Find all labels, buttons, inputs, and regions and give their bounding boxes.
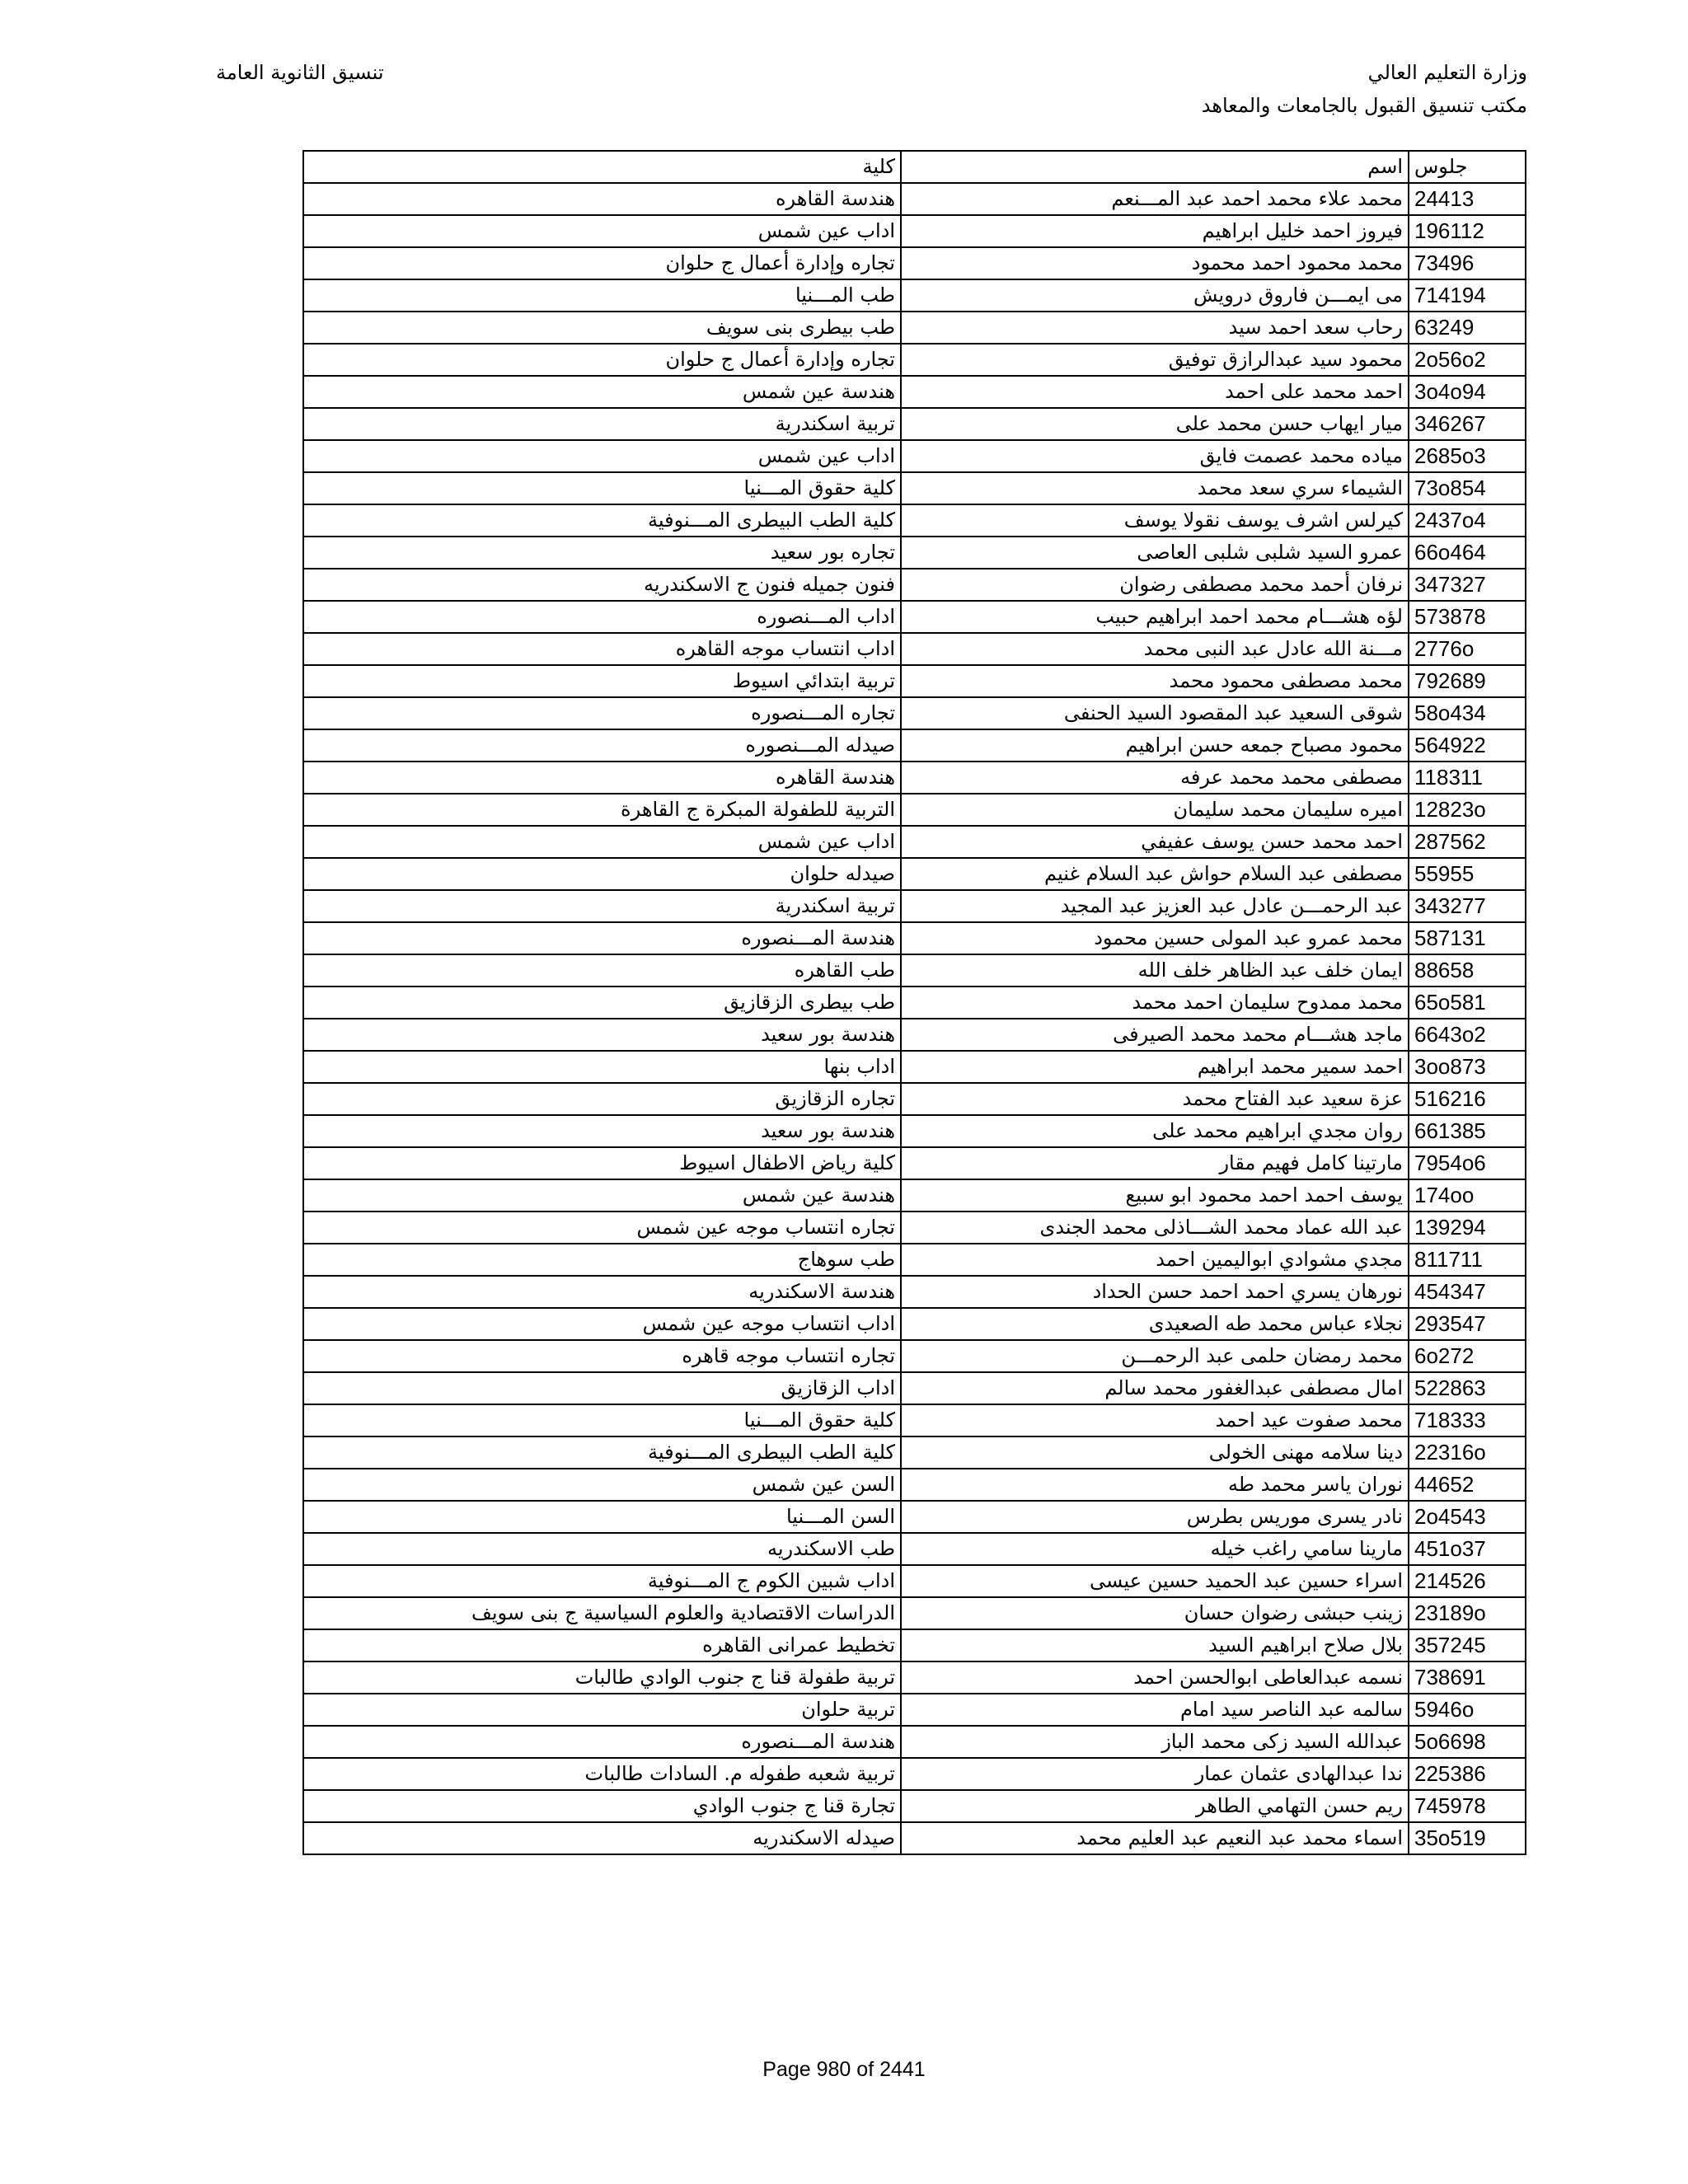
seat-cell: 139294: [1409, 1212, 1526, 1244]
name-cell: سالمه عبد الناصر سيد امام: [901, 1694, 1409, 1726]
name-cell: احمد محمد حسن يوسف عفيفي: [901, 826, 1409, 858]
table-row: [303, 1694, 1526, 1726]
name-cell: فيروز احمد خليل ابراهيم: [901, 215, 1409, 247]
faculty-cell: تجاره انتساب موجه قاهره: [303, 1340, 901, 1372]
name-cell: مصطفى محمد محمد عرفه: [901, 762, 1409, 794]
faculty-cell: اداب شبين الكوم ج المـــنوفية: [303, 1565, 901, 1597]
faculty-cell: السن عين شمس: [303, 1469, 901, 1501]
table-row: [303, 601, 1526, 633]
faculty-cell: تجاره بور سعيد: [303, 537, 901, 569]
faculty-cell: صيدله المـــنصوره: [303, 729, 901, 762]
faculty-cell: كلية حقوق المـــنيا: [303, 472, 901, 504]
seat-cell: 6643o2: [1409, 1019, 1526, 1051]
name-cell: نادر يسرى موريس بطرس: [901, 1501, 1409, 1533]
table-row: [303, 1436, 1526, 1469]
name-cell: ميار ايهاب حسن محمد على: [901, 408, 1409, 440]
name-cell: زينب حبشى رضوان حسان: [901, 1597, 1409, 1629]
seat-cell: 118311: [1409, 762, 1526, 794]
faculty-cell: تربية طفولة قنا ج جنوب الوادي طالبات: [303, 1661, 901, 1694]
faculty-cell: كلية الطب البيطرى المـــنوفية: [303, 1436, 901, 1469]
table-row: [303, 858, 1526, 890]
table-row: [303, 215, 1526, 247]
seat-cell: 3o4o94: [1409, 376, 1526, 408]
name-cell: محمد محمود احمد محمود: [901, 247, 1409, 279]
faculty-cell: طب القاهره: [303, 954, 901, 987]
name-cell: مارتينا كامل فهيم مقار: [901, 1147, 1409, 1179]
seat-cell: 7954o6: [1409, 1147, 1526, 1179]
faculty-cell: اداب الزقازيق: [303, 1372, 901, 1404]
table-row: [303, 665, 1526, 697]
name-cell: اسراء حسين عبد الحميد حسين عيسى: [901, 1565, 1409, 1597]
seat-cell: 714194: [1409, 279, 1526, 312]
seat-cell: 573878: [1409, 601, 1526, 633]
table-row: [303, 633, 1526, 665]
table-row: [303, 1404, 1526, 1436]
faculty-cell: اداب عين شمس: [303, 440, 901, 472]
name-cell: نرفان أحمد محمد مصطفى رضوان: [901, 569, 1409, 601]
faculty-cell: طب سوهاج: [303, 1244, 901, 1276]
seat-cell: 5o6698: [1409, 1726, 1526, 1758]
name-cell: نسمه عبدالعاطى ابوالحسن احمد: [901, 1661, 1409, 1694]
faculty-cell: طب بيطرى بنى سويف: [303, 312, 901, 344]
table-row: [303, 1565, 1526, 1597]
seat-cell: 12823o: [1409, 794, 1526, 826]
name-cell: روان مجدي ابراهيم محمد على: [901, 1115, 1409, 1147]
name-cell: مجدي مشوادي ابواليمين احمد: [901, 1244, 1409, 1276]
name-cell: يوسف احمد احمد محمود ابو سبيع: [901, 1179, 1409, 1212]
seat-cell: 718333: [1409, 1404, 1526, 1436]
table-row: [303, 794, 1526, 826]
name-cell: كيرلس اشرف يوسف نقولا يوسف: [901, 504, 1409, 537]
table-row: [303, 762, 1526, 794]
faculty-cell: تجاره وإدارة أعمال ج حلوان: [303, 344, 901, 376]
faculty-cell: تجاره الزقازيق: [303, 1083, 901, 1115]
faculty-cell: كلية الطب البيطرى المـــنوفية: [303, 504, 901, 537]
seat-cell: 2776o: [1409, 633, 1526, 665]
name-cell: نجلاء عباس محمد طه الصعيدى: [901, 1308, 1409, 1340]
seat-cell: 792689: [1409, 665, 1526, 697]
name-cell: عمرو السيد شلبى شلبى العاصى: [901, 537, 1409, 569]
table-row: [303, 1308, 1526, 1340]
seat-cell: 357245: [1409, 1629, 1526, 1661]
table-row: [303, 1597, 1526, 1629]
name-cell: رحاب سعد احمد سيد: [901, 312, 1409, 344]
column-header-seat: جلوس: [1409, 151, 1526, 183]
table-row: [303, 1533, 1526, 1565]
seat-cell: 522863: [1409, 1372, 1526, 1404]
name-cell: احمد محمد على احمد: [901, 376, 1409, 408]
faculty-cell: تربية اسكندرية: [303, 890, 901, 922]
ministry-title: وزارة التعليم العالي: [1367, 61, 1527, 84]
faculty-cell: طب المـــنيا: [303, 279, 901, 312]
table-row: [303, 472, 1526, 504]
name-cell: الشيماء سري سعد محمد: [901, 472, 1409, 504]
seat-cell: 44652: [1409, 1469, 1526, 1501]
name-cell: مصطفى عبد السلام حواش عبد السلام غنيم: [901, 858, 1409, 890]
faculty-cell: هندسة بور سعيد: [303, 1115, 901, 1147]
seat-cell: 2685o3: [1409, 440, 1526, 472]
table-row: [303, 1340, 1526, 1372]
name-cell: اميره سليمان محمد سليمان: [901, 794, 1409, 826]
seat-cell: 73o854: [1409, 472, 1526, 504]
name-cell: ماجد هشـــام محمد محمد الصيرفى: [901, 1019, 1409, 1051]
name-cell: ندا عبدالهادى عثمان عمار: [901, 1758, 1409, 1790]
faculty-cell: اداب انتساب موجه عين شمس: [303, 1308, 901, 1340]
name-cell: مـــنة الله عادل عبد النبى محمد: [901, 633, 1409, 665]
table-row: [303, 987, 1526, 1019]
name-cell: لؤه هشـــام محمد احمد ابراهيم حبيب: [901, 601, 1409, 633]
faculty-cell: السن المـــنيا: [303, 1501, 901, 1533]
seat-cell: 66o464: [1409, 537, 1526, 569]
seat-cell: 745978: [1409, 1790, 1526, 1822]
faculty-cell: اداب المـــنصوره: [303, 601, 901, 633]
name-cell: بلال صلاح ابراهيم السيد: [901, 1629, 1409, 1661]
table-row: [303, 1726, 1526, 1758]
table-row: [303, 1212, 1526, 1244]
seat-cell: 516216: [1409, 1083, 1526, 1115]
name-cell: نورهان يسري احمد احمد حسن الحداد: [901, 1276, 1409, 1308]
column-header-faculty: كلية: [303, 151, 901, 183]
name-cell: اسماء محمد عبد النعيم عبد العليم محمد: [901, 1822, 1409, 1854]
faculty-cell: تجاره المـــنصوره: [303, 697, 901, 729]
page-number: Page 980 of 2441: [762, 2058, 926, 2081]
name-cell: احمد سمير محمد ابراهيم: [901, 1051, 1409, 1083]
faculty-cell: طب بيطرى الزقازيق: [303, 987, 901, 1019]
table-row: [303, 1083, 1526, 1115]
table-row: [303, 1244, 1526, 1276]
table-row: [303, 1758, 1526, 1790]
seat-cell: 73496: [1409, 247, 1526, 279]
seat-cell: 287562: [1409, 826, 1526, 858]
name-cell: محمد ممدوح سليمان احمد محمد: [901, 987, 1409, 1019]
seat-cell: 225386: [1409, 1758, 1526, 1790]
results-table: [302, 150, 1526, 1855]
faculty-cell: تجاره انتساب موجه عين شمس: [303, 1212, 901, 1244]
seat-cell: 2o4543: [1409, 1501, 1526, 1533]
faculty-cell: تربية ابتدائي اسيوط: [303, 665, 901, 697]
faculty-cell: صيدله الاسكندريه: [303, 1822, 901, 1854]
table-row: [303, 1372, 1526, 1404]
table-row: [303, 344, 1526, 376]
table-row: [303, 697, 1526, 729]
faculty-cell: هندسة المـــنصوره: [303, 922, 901, 954]
name-cell: عزة سعيد عبد الفتاح محمد: [901, 1083, 1409, 1115]
name-cell: محمد صفوت عيد احمد: [901, 1404, 1409, 1436]
faculty-cell: تخطيط عمرانى القاهره: [303, 1629, 901, 1661]
seat-cell: 63249: [1409, 312, 1526, 344]
table-row: [303, 1115, 1526, 1147]
name-cell: محمد مصطفى محمود محمد: [901, 665, 1409, 697]
seat-cell: 451o37: [1409, 1533, 1526, 1565]
faculty-cell: هندسة الاسكندريه: [303, 1276, 901, 1308]
seat-cell: 811711: [1409, 1244, 1526, 1276]
table-row: [303, 729, 1526, 762]
faculty-cell: تربية حلوان: [303, 1694, 901, 1726]
name-cell: محمود مصباح جمعه حسن ابراهيم: [901, 729, 1409, 762]
seat-cell: 196112: [1409, 215, 1526, 247]
name-cell: عبدالله السيد زكى محمد الباز: [901, 1726, 1409, 1758]
coordination-title: تنسيق الثانوية العامة: [216, 61, 384, 84]
name-cell: محمد عمرو عبد المولى حسين محمود: [901, 922, 1409, 954]
table-row: [303, 376, 1526, 408]
name-cell: عبد الرحمـــن عادل عبد العزيز عبد المجيد: [901, 890, 1409, 922]
name-cell: شوقى السعيد عبد المقصود السيد الحنفى: [901, 697, 1409, 729]
table-row: [303, 1276, 1526, 1308]
seat-cell: 347327: [1409, 569, 1526, 601]
table-row: [303, 826, 1526, 858]
name-cell: امال مصطفى عبدالغفور محمد سالم: [901, 1372, 1409, 1404]
seat-cell: 65o581: [1409, 987, 1526, 1019]
name-cell: مياده محمد عصمت فايق: [901, 440, 1409, 472]
table-row: [303, 1179, 1526, 1212]
table-row: [303, 1147, 1526, 1179]
table-row: [303, 1469, 1526, 1501]
table-row: [303, 922, 1526, 954]
seat-cell: 174oo: [1409, 1179, 1526, 1212]
table-row: [303, 279, 1526, 312]
table-row: [303, 1661, 1526, 1694]
faculty-cell: هندسة عين شمس: [303, 376, 901, 408]
seat-cell: 346267: [1409, 408, 1526, 440]
seat-cell: 343277: [1409, 890, 1526, 922]
faculty-cell: هندسة المـــنصوره: [303, 1726, 901, 1758]
name-cell: عبد الله عماد محمد الشـــاذلى محمد الجندى: [901, 1212, 1409, 1244]
table-row: [303, 569, 1526, 601]
name-cell: مى ايمـــن فاروق درويش: [901, 279, 1409, 312]
faculty-cell: كلية حقوق المـــنيا: [303, 1404, 901, 1436]
table-row: [303, 247, 1526, 279]
seat-cell: 35o519: [1409, 1822, 1526, 1854]
table-row: [303, 1629, 1526, 1661]
faculty-cell: هندسة القاهره: [303, 183, 901, 215]
faculty-cell: اداب عين شمس: [303, 215, 901, 247]
seat-cell: 6o272: [1409, 1340, 1526, 1372]
faculty-cell: هندسة عين شمس: [303, 1179, 901, 1212]
seat-cell: 5946o: [1409, 1694, 1526, 1726]
table-row: [303, 504, 1526, 537]
table-row: [303, 312, 1526, 344]
name-cell: محمد علاء محمد احمد عبد المـــنعم: [901, 183, 1409, 215]
faculty-cell: تربية اسكندرية: [303, 408, 901, 440]
faculty-cell: تجاره وإدارة أعمال ج حلوان: [303, 247, 901, 279]
seat-cell: 587131: [1409, 922, 1526, 954]
seat-cell: 454347: [1409, 1276, 1526, 1308]
table-row: [303, 183, 1526, 215]
seat-cell: 661385: [1409, 1115, 1526, 1147]
faculty-cell: الدراسات الاقتصادية والعلوم السياسية ج بنى سويف: [303, 1597, 901, 1629]
table-row: [303, 1501, 1526, 1533]
faculty-cell: هندسة بور سعيد: [303, 1019, 901, 1051]
table-row: [303, 1822, 1526, 1854]
faculty-cell: هندسة القاهره: [303, 762, 901, 794]
seat-cell: 22316o: [1409, 1436, 1526, 1469]
seat-cell: 3oo873: [1409, 1051, 1526, 1083]
faculty-cell: اداب عين شمس: [303, 826, 901, 858]
table-header-row: [303, 151, 1526, 183]
seat-cell: 55955: [1409, 858, 1526, 890]
column-header-name: اسم: [901, 151, 1409, 183]
faculty-cell: اداب انتساب موجه القاهره: [303, 633, 901, 665]
table-row: [303, 954, 1526, 987]
faculty-cell: صيدله حلوان: [303, 858, 901, 890]
seat-cell: 293547: [1409, 1308, 1526, 1340]
faculty-cell: التربية للطفولة المبكرة ج القاهرة: [303, 794, 901, 826]
seat-cell: 2o56o2: [1409, 344, 1526, 376]
table-row: [303, 890, 1526, 922]
seat-cell: 738691: [1409, 1661, 1526, 1694]
office-title: مكتب تنسيق القبول بالجامعات والمعاهد: [1201, 94, 1527, 117]
faculty-cell: كلية رياض الاطفال اسيوط: [303, 1147, 901, 1179]
table-row: [303, 537, 1526, 569]
table-row: [303, 1019, 1526, 1051]
seat-cell: 2437o4: [1409, 504, 1526, 537]
seat-cell: 214526: [1409, 1565, 1526, 1597]
faculty-cell: تربية شعبه طفوله م. السادات طالبات: [303, 1758, 901, 1790]
faculty-cell: اداب بنها: [303, 1051, 901, 1083]
table-row: [303, 1051, 1526, 1083]
name-cell: نوران ياسر محمد طه: [901, 1469, 1409, 1501]
faculty-cell: طب الاسكندريه: [303, 1533, 901, 1565]
seat-cell: 23189o: [1409, 1597, 1526, 1629]
name-cell: محمود سيد عبدالرازق توفيق: [901, 344, 1409, 376]
name-cell: محمد رمضان حلمى عبد الرحمـــن: [901, 1340, 1409, 1372]
table-row: [303, 1790, 1526, 1822]
faculty-cell: تجارة قنا ج جنوب الوادي: [303, 1790, 901, 1822]
name-cell: ايمان خلف عبد الظاهر خلف الله: [901, 954, 1409, 987]
seat-cell: 564922: [1409, 729, 1526, 762]
name-cell: ريم حسن التهامي الطاهر: [901, 1790, 1409, 1822]
seat-cell: 88658: [1409, 954, 1526, 987]
seat-cell: 24413: [1409, 183, 1526, 215]
seat-cell: 58o434: [1409, 697, 1526, 729]
name-cell: دينا سلامه مهنى الخولى: [901, 1436, 1409, 1469]
faculty-cell: فنون جميله فنون ج الاسكندريه: [303, 569, 901, 601]
table-row: [303, 408, 1526, 440]
name-cell: مارينا سامي راغب خيله: [901, 1533, 1409, 1565]
table-row: [303, 440, 1526, 472]
